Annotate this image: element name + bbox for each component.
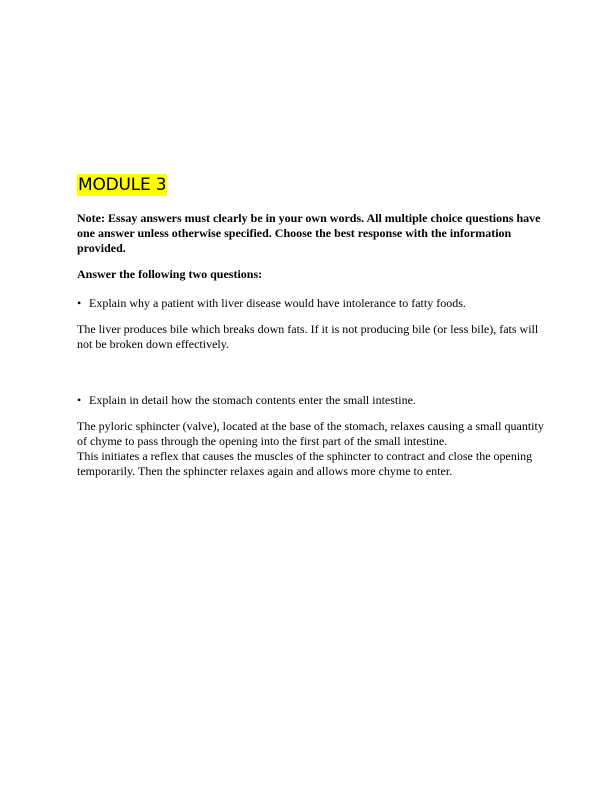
answer-1-paragraph: The liver produces bile which breaks down fats. If it is not producing bile (or less bile), fats will not be broken down effectively. xyxy=(77,322,539,351)
note-paragraph: Note: Essay answers must clearly be in your own words. All multiple choice questions have one answer unless otherwise specified. Choose the best response with the information provided. xyxy=(77,211,541,255)
bullet-icon: • xyxy=(77,393,82,407)
module-title: MODULE 3 xyxy=(78,175,167,195)
question-1-text: Explain why a patient with liver disease would have intolerance to fatty foods. xyxy=(89,296,466,310)
question-2-text: Explain in detail how the stomach contents enter the small intestine. xyxy=(89,393,416,407)
question-2 xyxy=(77,393,416,408)
answer-2-paragraph-2: This initiates a reflex that causes the muscles of the sphincter to contract and close the opening temporarily. Then the sphincter relaxes again and allows more chyme to enter. xyxy=(77,449,533,478)
instructions-heading: Answer the following two questions: xyxy=(77,267,263,281)
answer-2 xyxy=(77,419,547,479)
answer-1 xyxy=(77,322,547,352)
question-1 xyxy=(77,296,466,311)
answer-2-paragraph-1: The pyloric sphincter (valve), located at the base of the stomach, relaxes causing a small quantity of chyme to pass through the opening into the first part of the small intestine. xyxy=(77,419,544,448)
bullet-icon: • xyxy=(77,296,82,310)
